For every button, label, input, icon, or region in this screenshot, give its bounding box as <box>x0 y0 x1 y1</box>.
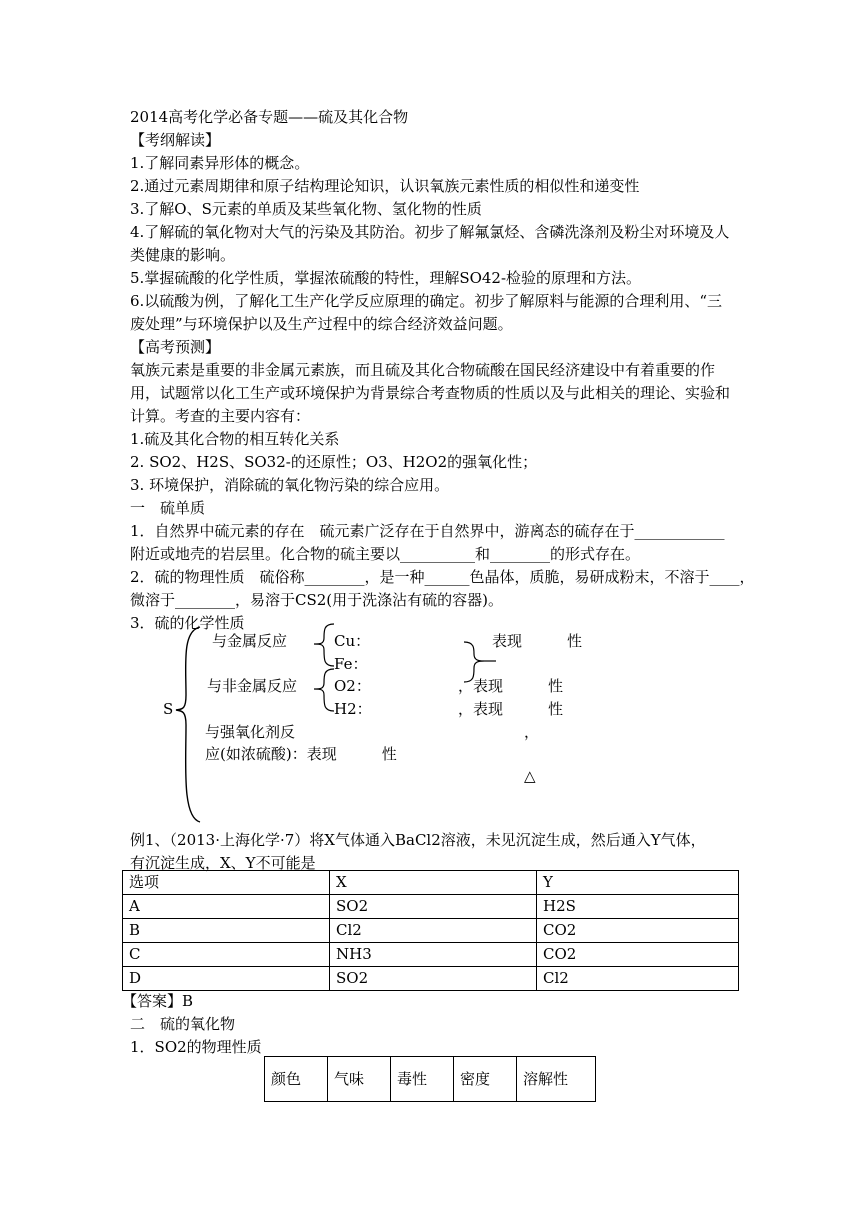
oxidizer-reaction-label-2: 应(如浓硫酸)：表现 性 <box>205 745 397 763</box>
kaogang-item: 类健康的影响。 <box>130 246 236 264</box>
table-cell: CO2 <box>537 943 739 967</box>
part1-heading: 一 硫单质 <box>130 499 206 517</box>
heat-triangle: △ <box>524 767 536 785</box>
table-header-row <box>123 871 739 895</box>
section-heading-kaogang: 【考纲解读】 <box>130 131 221 149</box>
table-header-cell: 颜色 <box>265 1057 328 1102</box>
table-header-cell: X <box>330 871 537 895</box>
table-header-row <box>265 1057 596 1102</box>
table-cell: SO2 <box>330 967 537 991</box>
kaogang-item: 5.掌握硫酸的化学性质，掌握浓硫酸的特性，理解SO42-检验的原理和方法。 <box>130 269 642 287</box>
part2-subheading: 1．SO2的物理性质 <box>130 1038 262 1056</box>
table-row <box>123 943 739 967</box>
table-cell: Cl2 <box>330 919 537 943</box>
example1-table <box>122 870 739 991</box>
table-cell: SO2 <box>330 895 537 919</box>
yuce-paragraph-line: 计算。考查的主要内容有： <box>130 407 311 425</box>
table-header-cell: 选项 <box>123 871 330 895</box>
h2-show-property: ，表现 性 <box>458 700 564 718</box>
document-title: 2014高考化学必备专题——硫及其化合物 <box>130 108 409 126</box>
so2-properties-table <box>264 1056 596 1102</box>
table-header-cell: Y <box>537 871 739 895</box>
table-header-cell: 毒性 <box>391 1057 454 1102</box>
sulfur-symbol: S <box>163 700 174 718</box>
section-heading-yuce: 【高考预测】 <box>130 338 221 356</box>
part1-line: 3．硫的化学性质 <box>130 614 245 632</box>
kaogang-item: 废处理”与环境保护以及生产过程中的综合经济效益问题。 <box>130 315 513 333</box>
table-cell: NH3 <box>330 943 537 967</box>
kaogang-item: 4.了解硫的氧化物对大气的污染及其防治。初步了解氟氯烃、含磷洗涤剂及粉尘对环境及人 <box>130 223 730 241</box>
part1-line: 附近或地壳的岩层里。化合物的硫主要以__________和________的形式存在。 <box>130 545 641 563</box>
o2-show-property: ，表现 性 <box>458 677 564 695</box>
table-header-cell: 溶解性 <box>517 1057 596 1102</box>
nonmetal-reaction-label: 与非金属反应 <box>207 677 298 695</box>
oxidizer-reaction-label: 与强氧化剂反 <box>205 723 296 741</box>
kaogang-item: 1.了解同素异形体的概念。 <box>130 154 310 172</box>
table-cell: CO2 <box>537 919 739 943</box>
yuce-paragraph-line: 用，试题常以化工生产或环境保护为背景综合考查物质的性质以及与此相关的理论、实验和 <box>130 384 731 402</box>
part1-line: 微溶于________，易溶于CS2(用于洗涤沾有硫的容器)。 <box>130 591 504 609</box>
yuce-item: 3. 环境保护，消除硫的氧化物污染的综合应用。 <box>130 476 450 494</box>
part1-line: 1．自然界中硫元素的存在 硫元素广泛存在于自然界中，游离态的硫存在于____________ <box>130 522 725 540</box>
table-row <box>123 895 739 919</box>
part1-line: 2．硫的物理性质 硫俗称________，是一种______色晶体，质脆，易研成粉末，不溶于____， <box>130 568 755 586</box>
example1-line: 有沉淀生成，X、Y不可能是 <box>130 854 316 872</box>
fe-label: Fe： <box>334 655 368 673</box>
metal-reaction-label: 与金属反应 <box>212 632 288 650</box>
table-cell: D <box>123 967 330 991</box>
table-cell: Cl2 <box>537 967 739 991</box>
metal-show-property: 表现 性 <box>492 632 583 650</box>
yuce-paragraph-line: 氧族元素是重要的非金属元素族，而且硫及其化合物硫酸在国民经济建设中有着重要的作 <box>130 361 716 379</box>
cu-label: Cu： <box>334 632 371 650</box>
kaogang-item: 3.了解O、S元素的单质及某些氧化物、氢化物的性质 <box>130 200 482 218</box>
yuce-item: 2. SO2、H2S、SO32-的还原性；O3、H2O2的强氧化性； <box>130 453 538 471</box>
table-row <box>123 967 739 991</box>
h2-label: H2： <box>334 700 372 718</box>
example1-line: 例1、（2013·上海化学·7）将X气体通入BaCl2溶液，未见沉淀生成，然后通入Y气体， <box>130 831 706 849</box>
table-header-cell: 密度 <box>454 1057 517 1102</box>
oxidizer-comma: ， <box>524 723 540 741</box>
table-cell: B <box>123 919 330 943</box>
yuce-item: 1.硫及其化合物的相互转化关系 <box>130 430 340 448</box>
o2-label: O2： <box>334 677 371 695</box>
example1-answer: 【答案】B <box>122 992 194 1010</box>
table-cell: H2S <box>537 895 739 919</box>
table-cell: C <box>123 943 330 967</box>
table-cell: A <box>123 895 330 919</box>
table-row <box>123 919 739 943</box>
kaogang-item: 2.通过元素周期律和原子结构理论知识，认识氧族元素性质的相似性和递变性 <box>130 177 640 195</box>
kaogang-item: 6.以硫酸为例，了解化工生产化学反应原理的确定。初步了解原料与能源的合理利用、“三 <box>130 292 722 310</box>
part2-heading: 二 硫的氧化物 <box>130 1015 236 1033</box>
table-header-cell: 气味 <box>328 1057 391 1102</box>
main-brace <box>176 625 206 825</box>
